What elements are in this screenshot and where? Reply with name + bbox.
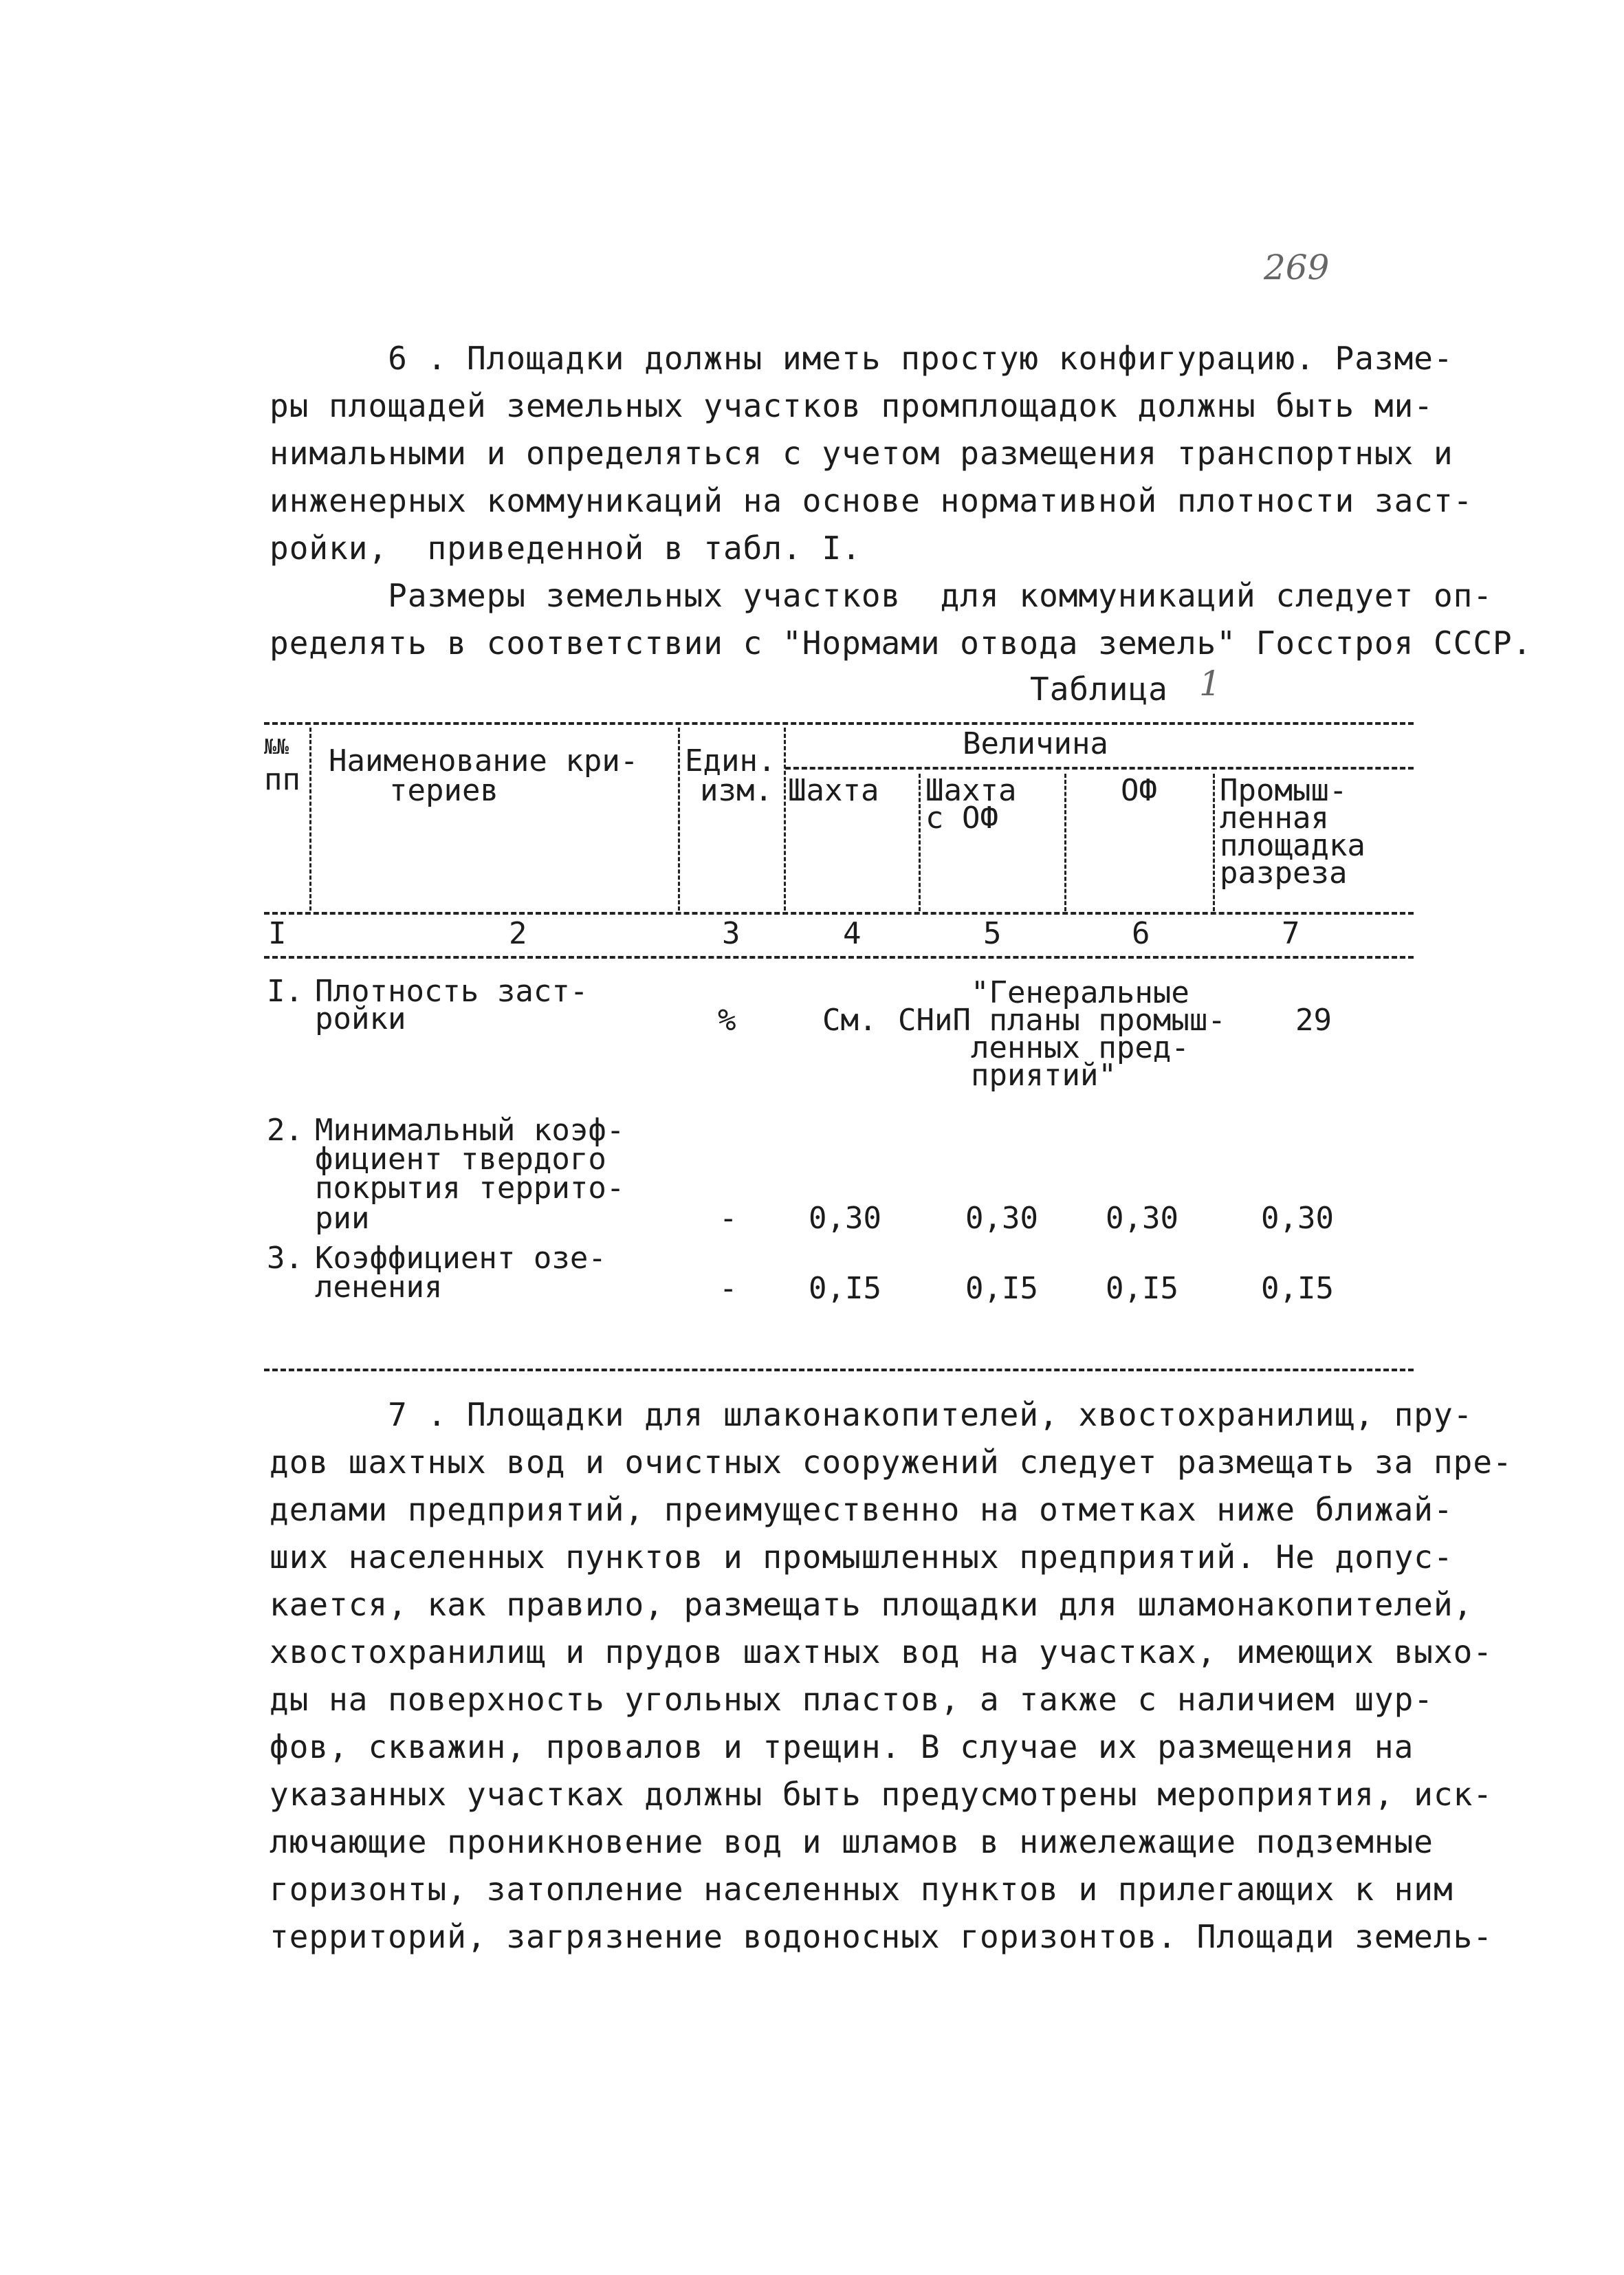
row-1-c5-4: приятий" — [971, 1058, 1117, 1093]
header-group-label: Величина — [963, 726, 1108, 761]
colnum-1: I — [268, 916, 287, 951]
row-3-c6: 0,I5 — [1106, 1271, 1178, 1306]
colnum-4: 4 — [843, 916, 862, 951]
paragraph-7-line-6: хвостохранилищ и прудов шахтных вод на участках, имеющих выхо- — [270, 1633, 1493, 1670]
colnum-7: 7 — [1282, 916, 1300, 951]
colnum-6: 6 — [1132, 916, 1150, 951]
header-num-1: №№ — [264, 735, 289, 759]
row-1-c5-3: ленных пред- — [971, 1030, 1189, 1065]
header-num-2: пп — [264, 762, 300, 797]
header-mine: Шахта — [788, 773, 879, 808]
row-3-name-2: ленения — [315, 1270, 443, 1305]
header-col-sep-4 — [919, 774, 921, 911]
paragraph-6-line-4: инженерных коммуникаций на основе нормативной плотности заст- — [270, 482, 1473, 519]
row-1-name-2: ройки — [315, 1001, 406, 1036]
header-name-1: Наименование кри- — [329, 743, 639, 779]
row-3-c5: 0,I5 — [965, 1271, 1038, 1306]
row-2-c7: 0,30 — [1261, 1201, 1334, 1236]
row-2-name-2: фициент твердого — [315, 1142, 606, 1177]
paragraph-7-line-12: территорий, загрязнение водоносных горизонтов. Площади земель- — [270, 1918, 1493, 1955]
table-caption: Таблица — [1030, 671, 1168, 708]
header-unit-1: Един. — [685, 743, 776, 779]
table-caption-number: 1 — [1199, 664, 1221, 704]
paragraph-7-line-9: указанных участках должны быть предусмотрены мероприятия, иск- — [270, 1776, 1493, 1813]
paragraph-comm-line-1: Размеры земельных участков для коммуникаций следует оп- — [270, 577, 1493, 614]
row-3-name-1: Коэффициент озе- — [315, 1241, 606, 1276]
colnum-3: 3 — [722, 916, 740, 951]
paragraph-7-line-8: фов, скважин, провалов и трещин. В случае их размещения на — [270, 1728, 1414, 1765]
paragraph-7-line-2: дов шахтных вод и очистных сооружений следует размещать за пре- — [270, 1444, 1513, 1481]
table-header-rule — [264, 912, 1414, 915]
header-unit-2: изм. — [700, 773, 773, 808]
row-1-c5-2: СНиП планы промыш- — [898, 1003, 1226, 1038]
header-mine-of-1: Шахта — [925, 773, 1017, 808]
paragraph-7-line-5: кается, как правило, размещать площадки для шламонакопителей, — [270, 1586, 1473, 1623]
row-2-num: 2. — [267, 1113, 303, 1148]
header-col-sep-6 — [1213, 774, 1215, 911]
header-name-2: териев — [389, 773, 498, 808]
header-col-sep-1 — [309, 728, 311, 911]
row-3-num: 3. — [267, 1241, 303, 1276]
colnum-2: 2 — [509, 916, 527, 951]
table-colnum-rule — [264, 956, 1414, 959]
table-bottom-rule — [264, 1369, 1414, 1371]
header-pit-1: Промыш- — [1220, 773, 1348, 808]
page-number: 269 — [1264, 248, 1330, 287]
paragraph-6-line-3: нимальными и определяться с учетом размещения транспортных и — [270, 435, 1453, 472]
header-col-sep-3 — [784, 728, 786, 911]
row-2-name-1: Минимальный коэф- — [315, 1113, 625, 1148]
paragraph-7-line-10: лючающие проникновение вод и шламов в нижележащие подземные — [270, 1823, 1434, 1860]
row-1-c5-1: "Генеральные — [971, 975, 1189, 1010]
row-1-name-1: Плотность заст- — [315, 974, 589, 1009]
row-2-c4: 0,30 — [809, 1201, 881, 1236]
paragraph-6-line-2: ры площадей земельных участков промплощадок должны быть ми- — [270, 387, 1434, 424]
paragraph-7-line-3: делами предприятий, преимущественно на отметках ниже ближай- — [270, 1491, 1453, 1528]
row-2-c6: 0,30 — [1106, 1201, 1178, 1236]
paragraph-7-line-4: ших населенных пунктов и промышленных предприятий. Не допус- — [270, 1538, 1453, 1576]
row-2-c5: 0,30 — [965, 1201, 1038, 1236]
paragraph-7-line-11: горизонты, затопление населенных пунктов и прилегающих к ним — [270, 1871, 1453, 1908]
header-col-sep-2 — [678, 728, 680, 911]
row-3-unit: - — [719, 1271, 738, 1306]
header-col-sep-5 — [1064, 774, 1066, 911]
header-mine-of-2: с ОФ — [925, 801, 998, 836]
colnum-5: 5 — [983, 916, 1002, 951]
row-1-c7: 29 — [1295, 1003, 1332, 1038]
header-pit-3: площадка — [1220, 828, 1365, 863]
row-1-c4: См. — [822, 1003, 877, 1038]
table-top-rule — [264, 722, 1414, 725]
row-3-c4: 0,I5 — [809, 1271, 881, 1306]
header-pit-2: ленная — [1220, 801, 1329, 836]
row-2-unit: - — [719, 1201, 738, 1236]
paragraph-6-line-5: ройки, приведенной в табл. I. — [270, 530, 862, 567]
paragraph-6-line-1: 6 . Площадки должны иметь простую конфигурацию. Разме- — [270, 340, 1453, 377]
row-2-name-4: рии — [315, 1201, 370, 1236]
table-group-rule — [785, 767, 1414, 770]
row-3-c7: 0,I5 — [1261, 1271, 1334, 1306]
paragraph-7-line-1: 7 . Площадки для шлаконакопителей, хвостохранилищ, пру- — [270, 1396, 1473, 1433]
row-1-unit: % — [718, 1003, 736, 1038]
row-2-name-3: покрытия террито- — [315, 1171, 625, 1206]
paragraph-7-line-7: ды на поверхность угольных пластов, а также с наличием шур- — [270, 1681, 1434, 1718]
header-pit-4: разреза — [1220, 856, 1348, 891]
row-1-num: I. — [267, 974, 303, 1009]
paragraph-comm-line-2: ределять в соответствии с "Нормами отвода земель" Госстроя СССР. — [270, 624, 1533, 662]
header-of: ОФ — [1121, 773, 1157, 808]
